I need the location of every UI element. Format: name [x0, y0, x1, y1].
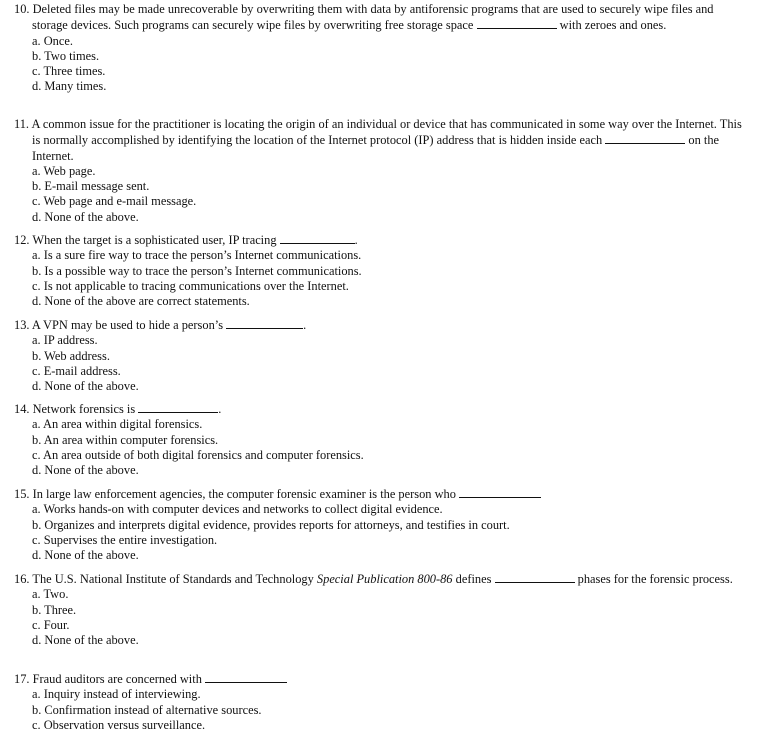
option-c[interactable]: c. Four. — [32, 617, 70, 632]
option-b[interactable]: b. Is a possible way to trace the person’s Internet communications. — [32, 263, 362, 278]
option-d[interactable]: d. None of the above. — [32, 379, 139, 394]
option-list — [32, 333, 742, 394]
question-number: 13. — [14, 318, 30, 332]
option-a[interactable]: a. Once. — [32, 33, 73, 48]
option-c[interactable]: c. E-mail address. — [32, 363, 121, 378]
question-number: 14. — [14, 402, 30, 416]
option-list — [32, 687, 742, 733]
question-stem: 10. Deleted files may be made unrecoverable by overwriting them with data by antiforensic programs that are used to securely wipe files and storage devices. Such programs can securely wipe files by overwriting free storage space with zeroes and ones. — [14, 2, 714, 33]
option-d[interactable]: d. None of the above. — [32, 548, 139, 563]
question-14 — [14, 401, 742, 478]
option-b[interactable]: b. Web address. — [32, 348, 110, 363]
option-b[interactable]: b. Organizes and interprets digital evidence, provides reports for attorneys, and testifies in court. — [32, 517, 510, 532]
option-a[interactable]: a. Inquiry instead of interviewing. — [32, 687, 201, 702]
answer-blank[interactable] — [280, 232, 355, 244]
option-b[interactable]: b. Confirmation instead of alternative sources. — [32, 702, 262, 717]
question-stem: 11. A common issue for the practitioner is locating the origin of an individual or device that has communicated in some way over the Internet. This is normally accomplished by identifying the location of the Internet protocol (IP) address that is hidden inside each on the Internet. — [14, 117, 742, 163]
question-10 — [14, 2, 742, 95]
question-stem: 16. The U.S. National Institute of Standards and Technology Special Publication 800-86 defines phases for the forensic process. — [14, 572, 733, 586]
option-a[interactable]: a. Is a sure fire way to trace the person’s Internet communications. — [32, 248, 362, 263]
option-list — [32, 248, 742, 309]
option-a[interactable]: a. Works hands-on with computer devices and networks to collect digital evidence. — [32, 502, 443, 517]
answer-blank[interactable] — [138, 401, 218, 413]
option-d[interactable]: d. None of the above. — [32, 209, 139, 224]
question-stem: 12. When the target is a sophisticated user, IP tracing . — [14, 233, 358, 247]
option-b[interactable]: b. An area within computer forensics. — [32, 432, 219, 447]
answer-blank[interactable] — [605, 132, 685, 144]
question-number: 11. — [14, 117, 30, 131]
option-list — [32, 34, 742, 95]
question-12 — [14, 232, 742, 309]
option-list — [32, 502, 742, 563]
option-d[interactable]: d. None of the above. — [32, 633, 139, 648]
option-c[interactable]: c. Supervises the entire investigation. — [32, 532, 218, 547]
question-stem: 13. A VPN may be used to hide a person’s . — [14, 318, 307, 332]
answer-blank[interactable] — [459, 486, 541, 498]
option-a[interactable]: a. Web page. — [32, 163, 96, 178]
question-stem: 17. Fraud auditors are concerned with — [14, 671, 742, 687]
option-c[interactable]: c. Is not applicable to tracing communications over the Internet. — [32, 278, 349, 293]
question-number: 12. — [14, 233, 30, 247]
option-c[interactable]: c. Observation versus surveillance. — [32, 717, 206, 732]
option-list — [32, 417, 742, 478]
option-c[interactable]: c. Three times. — [32, 64, 106, 79]
question-17 — [14, 671, 742, 733]
question-16 — [14, 571, 742, 648]
answer-blank[interactable] — [477, 17, 557, 29]
option-d[interactable]: d. None of the above are correct statements. — [32, 294, 250, 309]
question-13 — [14, 317, 742, 394]
option-c[interactable]: c. An area outside of both digital forensics and computer forensics. — [32, 447, 364, 462]
option-list — [32, 587, 742, 648]
question-number: 15. — [14, 487, 30, 501]
publication-title: Special Publication 800-86 — [316, 572, 453, 586]
question-stem: 15. In large law enforcement agencies, the computer forensic examiner is the person who — [14, 486, 742, 502]
question-15 — [14, 486, 742, 563]
question-stem: 14. Network forensics is . — [14, 402, 222, 416]
option-c[interactable]: c. Web page and e-mail message. — [32, 194, 197, 209]
answer-blank[interactable] — [495, 571, 575, 583]
question-number: 17. — [14, 672, 30, 686]
option-a[interactable]: a. IP address. — [32, 333, 98, 348]
option-a[interactable]: a. Two. — [32, 587, 69, 602]
answer-blank[interactable] — [205, 671, 287, 683]
option-b[interactable]: b. Two times. — [32, 48, 100, 63]
option-list — [32, 164, 742, 225]
question-number: 10. — [14, 2, 30, 16]
answer-blank[interactable] — [226, 317, 303, 329]
option-d[interactable]: d. None of the above. — [32, 463, 139, 478]
question-number: 16. — [14, 572, 30, 586]
option-a[interactable]: a. An area within digital forensics. — [32, 417, 203, 432]
option-b[interactable]: b. E-mail message sent. — [32, 179, 150, 194]
question-11 — [14, 117, 742, 225]
option-b[interactable]: b. Three. — [32, 602, 77, 617]
option-d[interactable]: d. Many times. — [32, 79, 107, 94]
